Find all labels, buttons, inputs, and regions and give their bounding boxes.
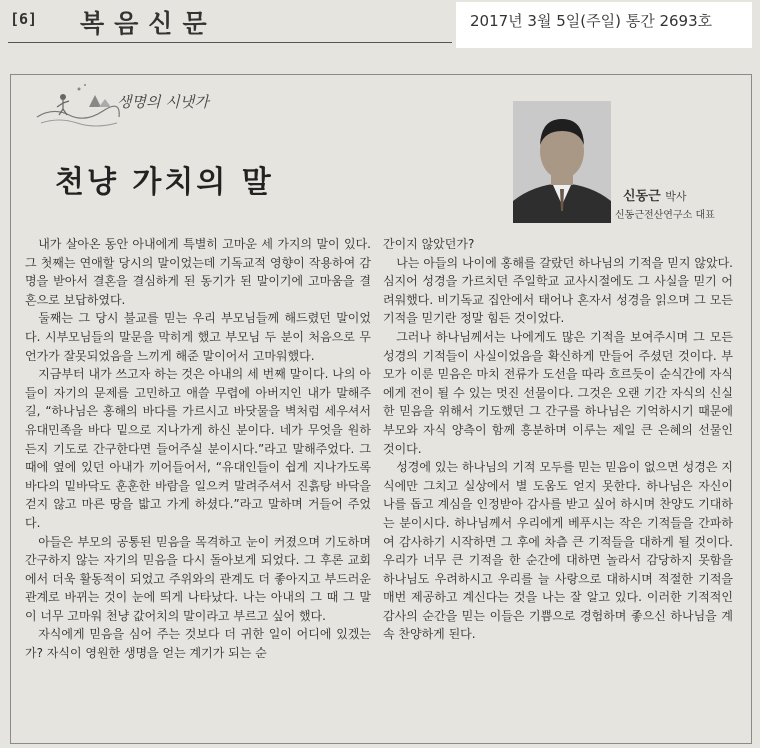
issue-date: 2017년 3월 5일(주일) 통간 2693호 — [470, 12, 713, 30]
issue-date-box — [456, 2, 752, 48]
brook-illustration-icon — [33, 77, 121, 131]
article-column-right — [383, 235, 733, 644]
author-name: 신동근 — [623, 189, 661, 204]
masthead-rule — [8, 42, 452, 43]
column-series-title: 생명의 시냇가 — [117, 93, 209, 111]
author-byline — [623, 185, 686, 204]
paragraph: 성경에 있는 하나님의 기적 모두를 믿는 믿음이 없으면 성경은 지식에만 그치고 실상에서 별 도움도 얻지 못한다. 하나님은 자신이 나를 돕고 계심을 인정받아 감사를 받고 싶어 하시며 찬양도 기대하는 분이시다. 하나님께서 우리에게 베푸시는 작은 기적들을 간파하여 감사하기 시작하면 그 후에 차츰 큰 기적들을 대하게 될 것이다. 우리가 너무 큰 기적을 한 순간에 대하면 놀라서 감당하지 못함을 하나님도 우려하시고 우리를 늘 사랑으로 대하시며 적절한 기적을 매번 제공하고 계신다는 것을 나는 잘 알고 있다. 이러한 기적적인 감사의 순간을 믿는 이들은 기쁨으로 경험하며 좋으신 하나님을 계속 찬양하게 된다. — [383, 460, 733, 642]
paragraph: 자식에게 믿음을 심어 주는 것보다 더 귀한 일이 어디에 있겠는가? 자식이 영원한 생명을 얻는 계기가 되는 순 — [25, 627, 371, 661]
article-box — [10, 74, 752, 744]
paragraph: 둘째는 그 당시 불교를 믿는 우리 부모님들께 해드렸던 말이었다. 시부모님들의 말문을 막히게 했고 부모님 두 분이 처음으로 무언가가 잘못되었음을 느끼게 해준 말이어서 고마워했다. — [25, 311, 371, 363]
author-photo — [513, 101, 611, 223]
paragraph: 나는 아들의 나이에 홍해를 갈랐던 하나님의 기적을 믿지 않았다. 심지어 성경을 가르치던 주일학교 교사시절에도 그 사실을 믿기 어려워했다. 비기독교 집안에서 태어나 혼자서 성경을 읽으며 그 모든 기적을 믿기란 정말 힘든 것이었다. — [383, 255, 733, 326]
page-number: [6] — [10, 10, 38, 28]
paragraph: 아들은 부모의 공통된 믿음을 목격하고 눈이 커졌으며 기도하며 간구하지 않는 자기의 믿음을 다시 돌아보게 되었다. 그 후론 교회에서 더욱 활동적이 되었고 주위와의 관계도 더 좋아지고 부드러운 관계로 바뀌는 것이 눈에 띄게 나타났다. 나는 아내의 그 때 그 말이 너무 고마워 천냥 값어치의 말이라고 부르고 싶어 했다. — [25, 534, 371, 623]
paragraph: 간이지 않았던가? — [383, 237, 475, 251]
newspaper-name: 복음신문 — [80, 9, 217, 38]
masthead — [0, 0, 760, 52]
article-title: 천냥 가치의 말 — [55, 165, 274, 200]
paragraph: 내가 살아온 동안 아내에게 특별히 고마운 세 가지의 말이 있다. 그 첫째는 연애할 당시의 말이었는데 기독교적 영향이 작용하여 감명을 받아서 결혼을 결심하게 된 동기가 된 말이기에 고마움을 결혼으로 보답하였다. — [25, 237, 371, 307]
author-role: 박사 — [665, 190, 687, 203]
author-portrait-icon — [513, 101, 611, 223]
article-column-left — [25, 235, 371, 663]
author-affiliation: 신동근전산연구소 대표 — [615, 210, 715, 221]
paragraph: 지금부터 내가 쓰고자 하는 것은 아내의 세 번째 말이다. 나의 아들이 자기의 문제를 고민하고 애쓸 무렵에 아버지인 내가 말해주길, “하나님은 홍해의 바다를 가르시고 바닷물을 벽처럼 세우셔서 유대민족을 바다 밑으로 지나가게 하신 분이다. 네가 무엇을 원하든지 기도로 간구한다면 들어주실 분이시다.”라고 말해주었다. 그 때에 옆에 있던 아내가 끼어들어서, “유대인들이 쉽게 지나가도록 바다의 밑바닥도 훈훈한 바람을 일으켜 말려주셔서 진흙탕 바닥을 걷지 않고 마른 땅을 밟고 가게 하셨다.”라고 말하며 거들어 주었다. — [25, 367, 371, 530]
paragraph: 그러나 하나님께서는 나에게도 많은 기적을 보여주시며 그 모든 성경의 기적들이 사실이었음을 확신하게 만들어 주셨던 것이다. 부모가 이룬 믿음은 마치 전류가 도선을 따라 흐르듯이 순식간에 자식에게 전이 될 수 있는 멋진 선물이다. 그것은 오랜 기간 자식의 신실한 믿음을 위해서 기도했던 그 간구를 하나님은 기억하시기 때문에 부모와 자식 양측이 함께 흥분하며 이루는 제일 큰 은혜의 선물인 것이다. — [383, 329, 733, 456]
